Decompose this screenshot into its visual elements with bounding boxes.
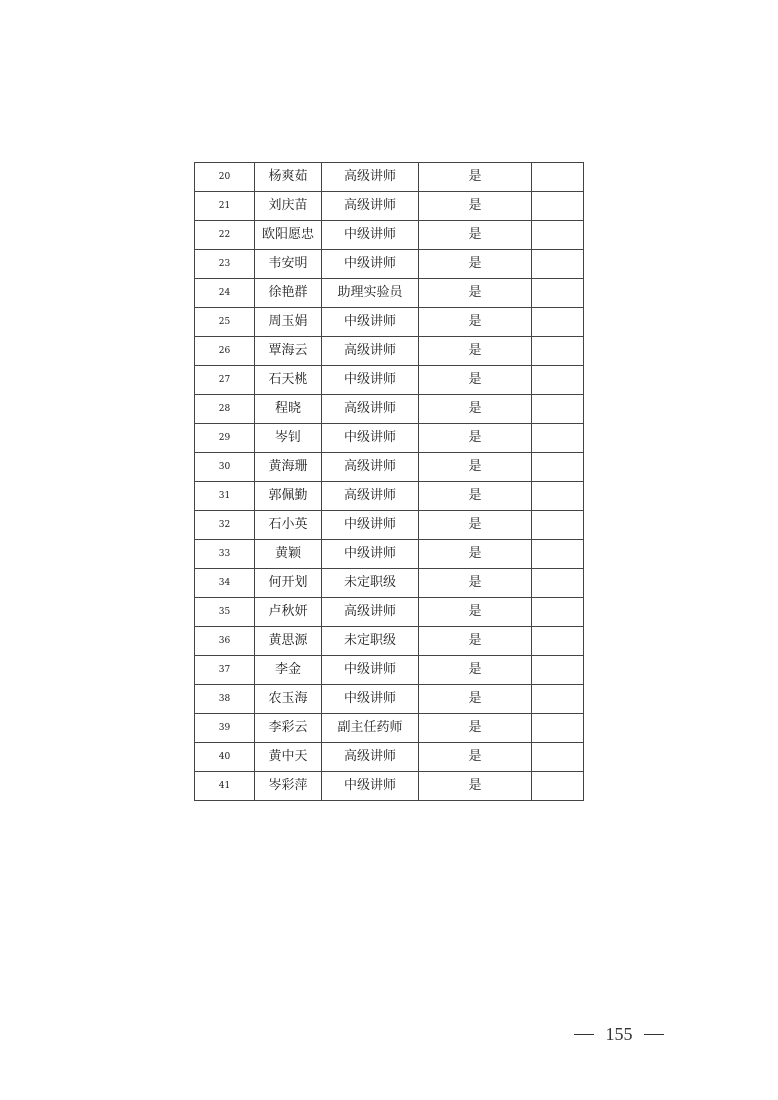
cell-flag: 是 — [419, 250, 532, 279]
cell-note — [532, 366, 584, 395]
cell-note — [532, 714, 584, 743]
cell-flag: 是 — [419, 279, 532, 308]
staff-table-body — [195, 163, 584, 801]
cell-name: 周玉娟 — [255, 308, 322, 337]
cell-name: 石小英 — [255, 511, 322, 540]
cell-number: 33 — [195, 540, 255, 569]
cell-flag: 是 — [419, 308, 532, 337]
cell-flag: 是 — [419, 395, 532, 424]
cell-note — [532, 308, 584, 337]
cell-note — [532, 569, 584, 598]
cell-number: 23 — [195, 250, 255, 279]
cell-name: 覃海云 — [255, 337, 322, 366]
cell-number: 32 — [195, 511, 255, 540]
cell-name: 程晓 — [255, 395, 322, 424]
cell-title: 高级讲师 — [322, 192, 419, 221]
cell-name: 卢秋妍 — [255, 598, 322, 627]
cell-title: 中级讲师 — [322, 424, 419, 453]
cell-note — [532, 279, 584, 308]
cell-name: 农玉海 — [255, 685, 322, 714]
cell-title: 中级讲师 — [322, 685, 419, 714]
cell-title: 中级讲师 — [322, 772, 419, 801]
cell-note — [532, 337, 584, 366]
table-row — [195, 627, 584, 656]
cell-title: 高级讲师 — [322, 453, 419, 482]
cell-title: 高级讲师 — [322, 743, 419, 772]
staff-table — [194, 162, 584, 801]
cell-title: 副主任药师 — [322, 714, 419, 743]
table-row — [195, 772, 584, 801]
cell-title: 中级讲师 — [322, 540, 419, 569]
cell-number: 39 — [195, 714, 255, 743]
cell-title: 高级讲师 — [322, 395, 419, 424]
table-row — [195, 250, 584, 279]
cell-note — [532, 482, 584, 511]
cell-title: 高级讲师 — [322, 598, 419, 627]
cell-flag: 是 — [419, 163, 532, 192]
cell-note — [532, 395, 584, 424]
table-row — [195, 598, 584, 627]
cell-number: 22 — [195, 221, 255, 250]
cell-title: 未定职级 — [322, 569, 419, 598]
cell-title: 高级讲师 — [322, 482, 419, 511]
cell-note — [532, 598, 584, 627]
table-row — [195, 482, 584, 511]
cell-name: 欧阳愿忠 — [255, 221, 322, 250]
table-row — [195, 337, 584, 366]
table-row — [195, 366, 584, 395]
cell-flag: 是 — [419, 656, 532, 685]
cell-number: 37 — [195, 656, 255, 685]
table-row — [195, 511, 584, 540]
table-row — [195, 656, 584, 685]
table-row — [195, 308, 584, 337]
cell-name: 黄中天 — [255, 743, 322, 772]
cell-note — [532, 453, 584, 482]
cell-note — [532, 511, 584, 540]
cell-flag: 是 — [419, 714, 532, 743]
cell-number: 36 — [195, 627, 255, 656]
cell-number: 21 — [195, 192, 255, 221]
cell-number: 34 — [195, 569, 255, 598]
table-row — [195, 163, 584, 192]
cell-name: 岑钊 — [255, 424, 322, 453]
cell-number: 38 — [195, 685, 255, 714]
cell-name: 岑彩萍 — [255, 772, 322, 801]
cell-name: 黄颖 — [255, 540, 322, 569]
table-row — [195, 714, 584, 743]
cell-name: 杨爽茹 — [255, 163, 322, 192]
table-row — [195, 569, 584, 598]
cell-note — [532, 743, 584, 772]
cell-flag: 是 — [419, 511, 532, 540]
cell-title: 高级讲师 — [322, 163, 419, 192]
cell-number: 31 — [195, 482, 255, 511]
cell-name: 徐艳群 — [255, 279, 322, 308]
cell-flag: 是 — [419, 569, 532, 598]
cell-note — [532, 772, 584, 801]
table-row — [195, 279, 584, 308]
cell-note — [532, 192, 584, 221]
footer-dash-right — [644, 1034, 664, 1035]
cell-title: 中级讲师 — [322, 221, 419, 250]
cell-flag: 是 — [419, 482, 532, 511]
cell-flag: 是 — [419, 743, 532, 772]
table-row — [195, 540, 584, 569]
cell-flag: 是 — [419, 627, 532, 656]
cell-flag: 是 — [419, 685, 532, 714]
cell-note — [532, 250, 584, 279]
cell-name: 郭佩勤 — [255, 482, 322, 511]
cell-name: 李彩云 — [255, 714, 322, 743]
table-row — [195, 192, 584, 221]
cell-number: 41 — [195, 772, 255, 801]
cell-name: 刘庆苗 — [255, 192, 322, 221]
cell-note — [532, 424, 584, 453]
page-number: 155 — [605, 1023, 633, 1044]
cell-flag: 是 — [419, 337, 532, 366]
cell-title: 高级讲师 — [322, 337, 419, 366]
cell-number: 24 — [195, 279, 255, 308]
cell-number: 20 — [195, 163, 255, 192]
table-row — [195, 453, 584, 482]
cell-name: 黄思源 — [255, 627, 322, 656]
cell-number: 40 — [195, 743, 255, 772]
cell-flag: 是 — [419, 453, 532, 482]
table-row — [195, 743, 584, 772]
cell-flag: 是 — [419, 540, 532, 569]
cell-note — [532, 221, 584, 250]
cell-number: 27 — [195, 366, 255, 395]
cell-flag: 是 — [419, 366, 532, 395]
cell-number: 29 — [195, 424, 255, 453]
cell-flag: 是 — [419, 221, 532, 250]
cell-number: 28 — [195, 395, 255, 424]
cell-flag: 是 — [419, 424, 532, 453]
cell-number: 35 — [195, 598, 255, 627]
cell-note — [532, 627, 584, 656]
cell-title: 中级讲师 — [322, 366, 419, 395]
footer-dash-left — [574, 1034, 594, 1035]
cell-note — [532, 540, 584, 569]
cell-name: 石天桃 — [255, 366, 322, 395]
cell-note — [532, 656, 584, 685]
cell-number: 25 — [195, 308, 255, 337]
cell-title: 中级讲师 — [322, 656, 419, 685]
cell-title: 助理实验员 — [322, 279, 419, 308]
table-row — [195, 424, 584, 453]
page-footer — [574, 1022, 664, 1046]
cell-name: 何开划 — [255, 569, 322, 598]
cell-title: 中级讲师 — [322, 308, 419, 337]
cell-flag: 是 — [419, 598, 532, 627]
cell-number: 30 — [195, 453, 255, 482]
cell-name: 李金 — [255, 656, 322, 685]
cell-name: 黄海珊 — [255, 453, 322, 482]
cell-flag: 是 — [419, 192, 532, 221]
cell-flag: 是 — [419, 772, 532, 801]
cell-note — [532, 163, 584, 192]
table-row — [195, 221, 584, 250]
cell-note — [532, 685, 584, 714]
table-row — [195, 685, 584, 714]
cell-title: 中级讲师 — [322, 511, 419, 540]
cell-title: 未定职级 — [322, 627, 419, 656]
cell-number: 26 — [195, 337, 255, 366]
cell-title: 中级讲师 — [322, 250, 419, 279]
cell-name: 韦安明 — [255, 250, 322, 279]
table-row — [195, 395, 584, 424]
